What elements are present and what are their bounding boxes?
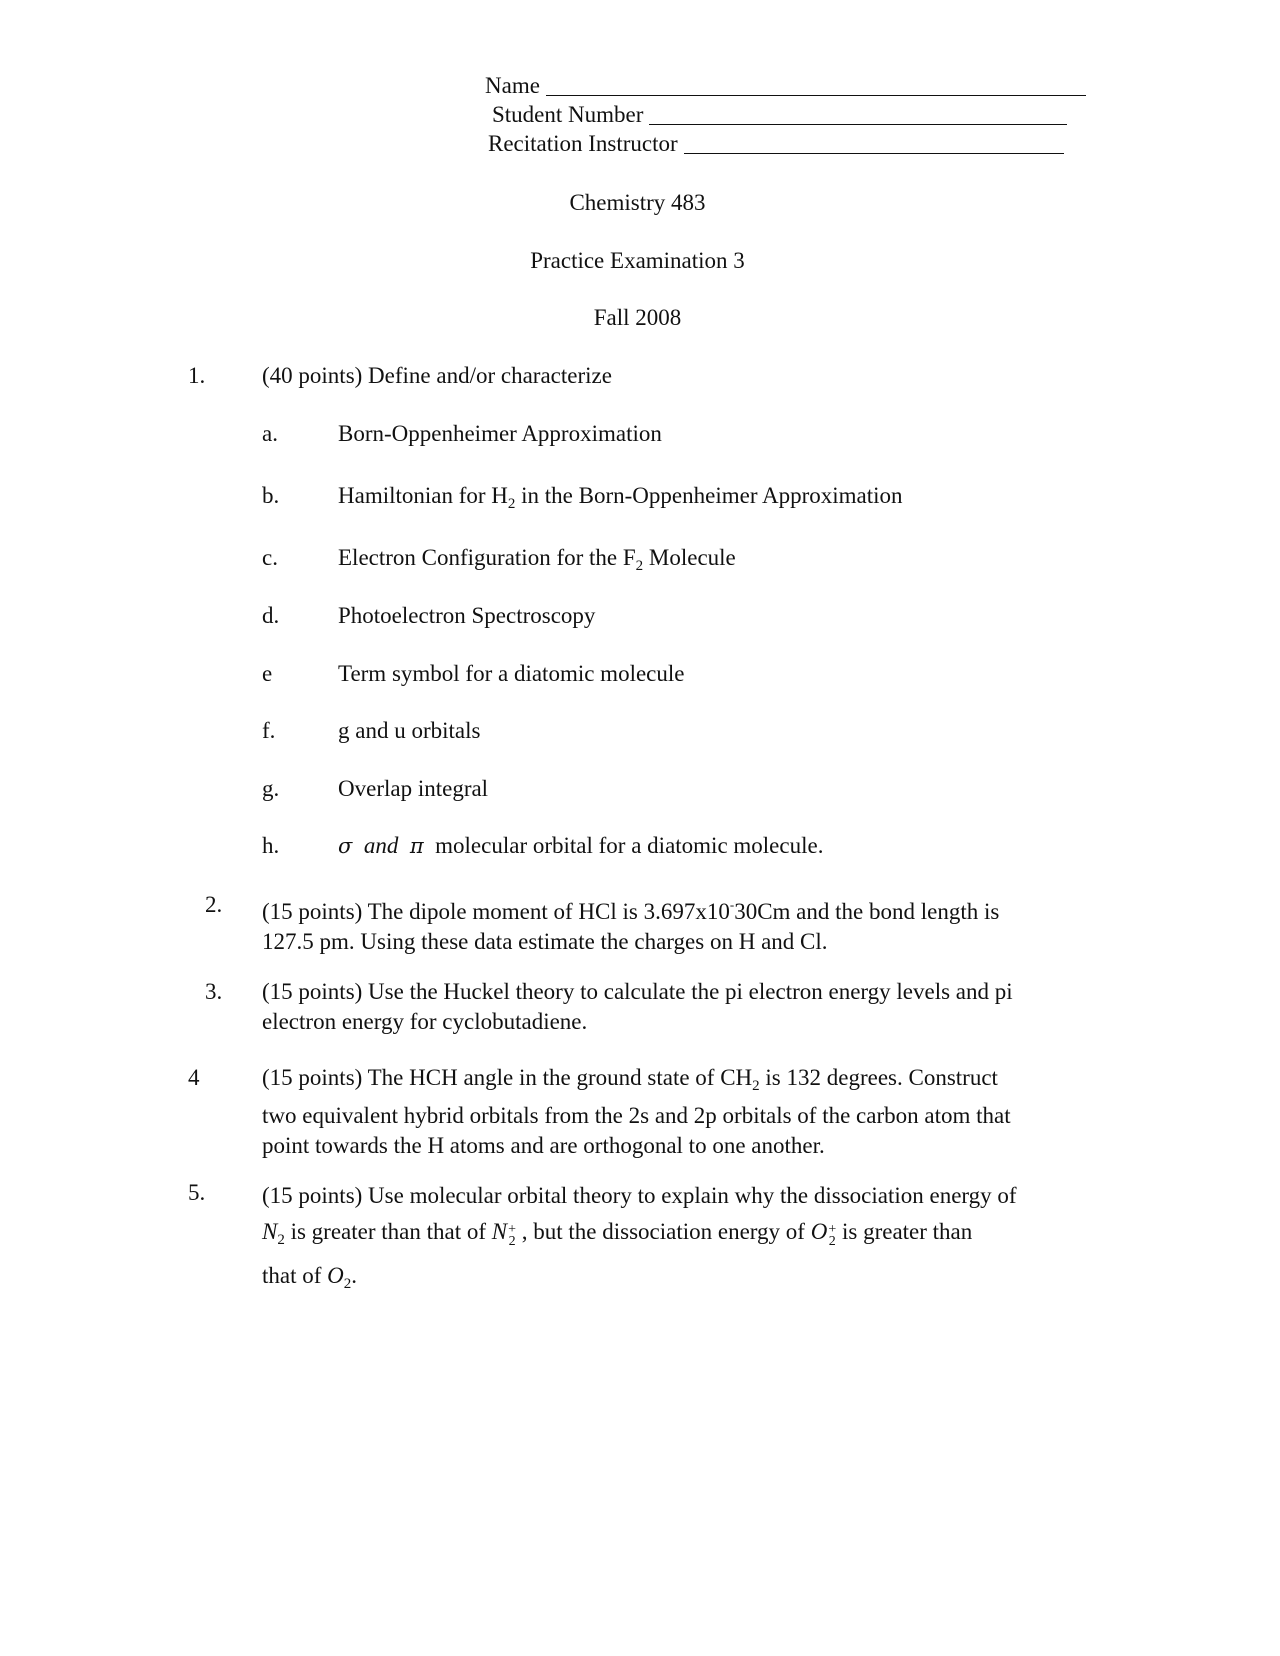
student-number-field: [492, 101, 1067, 129]
q1f-text: g and u orbitals: [338, 718, 481, 743]
q3-number: 3.: [205, 979, 223, 1004]
q1e-text: Term symbol for a diatomic molecule: [338, 661, 685, 686]
name-field: [485, 72, 1086, 100]
name-label: Name: [485, 73, 540, 98]
q3-text: (15 points) Use the Huckel theory to calculate the pi electron energy levels and pi electron energy for cyclobutadiene.: [262, 979, 1013, 1034]
course-title: Chemistry 483: [569, 190, 706, 215]
q5-text: (15 points) Use molecular orbital theory to explain why the dissociation energy of $N_2$ is greater than that of N+ 2 , but the dissociation energy of O+ 2 is greater than that of $O_2$.: [262, 1183, 1017, 1292]
q1c-label: c.: [262, 545, 278, 570]
student-number-label: Student Number: [492, 102, 644, 127]
q1b-label: b.: [262, 483, 280, 508]
q1a-label: a.: [262, 421, 278, 446]
q1d-label: d.: [262, 603, 280, 628]
q1-number: 1.: [188, 363, 206, 388]
q1-prompt: (40 points) Define and/or characterize: [262, 363, 612, 388]
name-blank-line[interactable]: [546, 77, 1086, 96]
q1a-text: Born-Oppenheimer Approximation: [338, 421, 662, 446]
q5-number: 5.: [188, 1180, 206, 1205]
exam-title: Practice Examination 3: [530, 248, 745, 273]
q1b-text: Hamiltonian for $H_2$ in the Born-Oppenheimer Approximation: [338, 483, 903, 512]
q1g-label: g.: [262, 776, 280, 801]
recitation-instructor-blank-line[interactable]: [684, 135, 1064, 154]
q2-number: 2.: [205, 892, 223, 917]
student-number-blank-line[interactable]: [649, 106, 1067, 125]
q1d-text: Photoelectron Spectroscopy: [338, 603, 596, 628]
q4-text: (15 points) The HCH angle in the ground state of $CH_2$ is 132 degrees. Construct two equivalent hybrid orbitals from the 2s and 2p orbitals of the carbon atom that point towards the H atoms and are orthogonal to one another.: [262, 1065, 1011, 1158]
sigma-symbol: σ: [338, 834, 353, 858]
recitation-instructor-label: Recitation Instructor: [488, 131, 678, 156]
q1c-text: Electron Configuration for the $F_2$ Molecule: [338, 545, 736, 574]
pi-symbol: π: [409, 834, 424, 858]
q1e-label: e: [262, 661, 273, 686]
q2-text: (15 points) The dipole moment of HCl is 3.697x10-30Cm and the bond length is 127.5 pm. Using these data estimate the charges on H and Cl.: [262, 897, 1000, 954]
q1h-text: σ and π molecular orbital for a diatomic molecule.: [338, 833, 824, 858]
q1h-label: h.: [262, 833, 280, 858]
q4-number: 4: [188, 1065, 200, 1090]
term-title: Fall 2008: [593, 305, 682, 330]
q1f-label: f.: [262, 718, 276, 743]
recitation-instructor-field: [488, 130, 1064, 158]
q1g-text: Overlap integral: [338, 776, 489, 801]
